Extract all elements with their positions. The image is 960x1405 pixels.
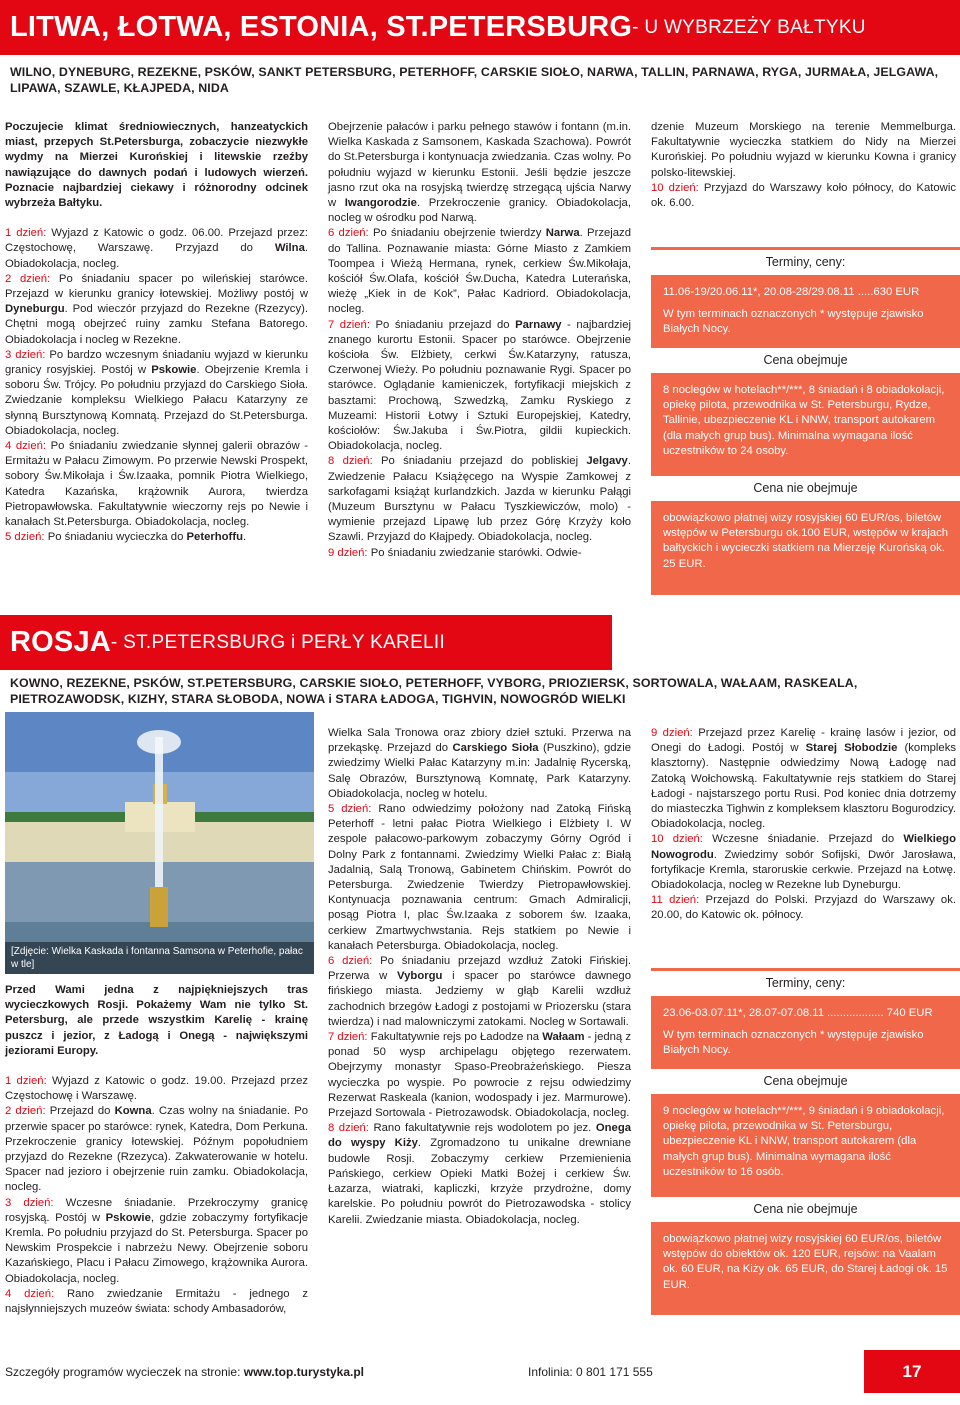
- day-label: 9 dzień:: [651, 727, 693, 739]
- section1-column-1: [5, 120, 308, 545]
- day-paragraph: [5, 272, 308, 348]
- section2-intro: Przed Wami jedna z najpiękniejszych tras wycieczkowych Rosji. Pokażemy Wam nie tylko St. Petersburg, ale przede wszystkim Karelię - krainę puszcz i jezior, z Ładogą i Onegą - największymi jeziorami Europy.: [5, 984, 308, 1057]
- day-text: Obejrzenie pałaców i parku pełnego stawów i fontann (m.in. Wielka Kaskada z Samsonem, Kaskada Szachowa). Powrót do St.Petersburga i kontynuacja zwiedzania. Czas wolny. Po południu wyjazd w kierunku Estonii. Jeśli będzie jeszcze jasno rzut oka na rosyjską twierdzę strzegącą ujścia Narwy w: [328, 121, 631, 210]
- day-highlight: Iwangorodzie: [344, 197, 417, 210]
- section1-terms-heading: Terminy, ceny:: [651, 250, 960, 275]
- day-paragraph: [328, 726, 631, 802]
- day-label: 6 dzień:: [328, 227, 369, 240]
- footer-url-link[interactable]: www.top.turystyka.pl: [243, 1365, 365, 1379]
- section1-excluded-heading: Cena nie obejmuje: [651, 476, 960, 501]
- day-paragraph: [5, 1104, 308, 1195]
- day-label: 5 dzień:: [328, 803, 372, 816]
- day-text-end: . Zwiedzimy sobór Sofijski, Dwór Jarosława, fortyfikacje Kremla, staroruskie cerkwie. Przejazd na Łotwę. Obiadokolacja, nocleg w Rezekne lub Dyneburgu.: [651, 848, 956, 892]
- page-number: 17: [864, 1350, 960, 1393]
- day-highlight: Wielkiego Nowogrodu: [651, 833, 956, 861]
- section2-column-1: [5, 983, 308, 1317]
- day-text: Wczesne śniadanie. Przejazd do: [702, 833, 904, 846]
- footer-infolinia: Infolinia: 0 801 171 555: [528, 1365, 653, 1379]
- day-highlight: Carskiego Sioła: [452, 742, 539, 755]
- day-paragraph: [5, 1074, 308, 1104]
- day-text: Przejazd do: [45, 1105, 115, 1118]
- section2-included-heading: Cena obejmuje: [651, 1069, 960, 1094]
- section2-title-band: [0, 615, 612, 670]
- day-paragraph: [328, 546, 631, 561]
- day-paragraph: [651, 893, 956, 923]
- day-label: 8 dzień:: [328, 1122, 369, 1135]
- footer-website: [5, 1365, 364, 1379]
- section2-included: 9 noclegów w hotelach**/***, 9 śniadań i 9 obiadokolacji, opiekę pilota, przewodnika w St. Petersburgu, ubezpieczenie KL i NNW, transport autokarem (dla małych grup bus). Minimalna wymagana ilość uczestników to 16 osób.: [663, 1105, 945, 1178]
- section1-day10-label: 10 dzień:: [651, 181, 699, 194]
- day-label: 4 dzień:: [5, 1287, 55, 1300]
- day-highlight: Parnawy: [515, 318, 562, 331]
- day-label: 9 dzień:: [328, 546, 368, 559]
- section1-subtitle: - U WYBRZEŻY BAŁTYKU: [632, 16, 866, 38]
- day-label: 2 dzień:: [5, 1105, 46, 1118]
- day-text: Wyjazd z Katowic o godz. 06.00. Przejazd przez: Częstochowę, Warszawę. Przyjazd do: [5, 227, 308, 255]
- day-paragraph: [328, 954, 631, 1030]
- day-label: 2 dzień:: [5, 272, 51, 285]
- day-highlight: Narwa: [545, 227, 580, 240]
- day-text-end: - jedną z ponad 50 wysp archipelagu objętego rezerwatem. Obejrzymy monastyr Spaso-Preobrażeńskiego. Piesza wycieczka po wyspie. Po powrocie z rejsu odwiedzimy Rezerwat Raskeala (kanion, wodospady i jez. Marmurowe). Przejazd Sortowala - Pietrozawodsk. Obiadokolacja, nocleg.: [328, 1031, 631, 1120]
- day-text-end: . Zgromadzono tu unikalne drewniane budowle Rosji. Zobaczymy cerkiew Przemienienia Pańskiego, cerkiew Opieki Matki Bożej i cerkiew Św. Łazarza, wiatraki, kapliczki, krzyże przydrożne, domy karelskie. Po południu powrót do Pietrozawodska - stolicy Karelii. Zwiedzanie miasta. Obiadokolacja, nocleg.: [328, 1137, 631, 1226]
- section2-terms-note: W tym terminach oznaczonych * występuje zjawisko Białych Nocy.: [663, 1029, 924, 1057]
- section2-days-col1: [5, 1074, 308, 1317]
- peterhof-photo: [5, 712, 314, 974]
- section2-title: ROSJA: [10, 626, 111, 658]
- section2-column-2: [328, 726, 631, 1228]
- section1-price-panel: [651, 247, 960, 595]
- day-text-end: . Pod wieczór przyjazd do Rezekne (Rzezycy). Chętni mogą obejrzeć ruiny zamku Stefana Batorego. Obiadokolacja i nocleg w Rezekne.: [5, 303, 308, 346]
- day-text: Po śniadaniu przejazd wzdłuż Zatoki Fińskiej. Przerwa w: [328, 955, 631, 983]
- day-text-end: (kompleks klasztorny). Następnie odwiedzimy Nową Ładogę nad Zatoką Wołchowską. Fakultatywnie rejs statkiem do Starej Ładogi - najstarszego portu Rusi. Pod koniec dnia dotrzemy do miasteczka Tighwin z kompleksem klasztoru Bogurodzicy. Obiadokolacja, nocleg.: [651, 742, 956, 831]
- day-text: Po śniadaniu przejazd do: [369, 318, 516, 331]
- section1-title-band: [0, 0, 960, 55]
- day-text: Wczesne śniadanie. Przekroczymy granicę rosyjską. Postój w: [5, 1196, 308, 1224]
- footer-website-prefix: Szczegóły programów wycieczek na stronie:: [5, 1365, 244, 1379]
- day-highlight: Dyneburgu: [5, 303, 65, 316]
- day-text-end: i spacer po starówce dawnego fińskiego miasta. Jedziemy w głąb Karelii wzdłuż zachodnich brzegów Ładogi z postojami w Priozersku (stara twierdza) i nad malowniczymi zatokami. Nocleg w Sortawali.: [328, 970, 631, 1028]
- day-paragraph: [328, 802, 631, 954]
- day-text-end: - najbardziej znanego kurortu Estonii. Spacer po starówce. Obejrzenie kościoła Św. Elżbiety, cerkwi Św.Katarzyny, ratusza, Czerwonej Wieży. Po południu poznawanie Rygi. Spacer po starówce. Oglądanie kamieniczek, fortyfikacji miejskich z basztami: Prochową, Szwedzką, Zamku Ryskiego z Muzeami: Historii Łotwy i Sztuki Europejskiej, Katedry, kościołów: Św.Jakuba i Św.Piotra, gildii kupieckich. Obiadokolacja, nocleg.: [328, 318, 631, 453]
- section1-places: WILNO, DYNEBURG, REZEKNE, PSKÓW, SANKT PETERSBURG, PETERHOFF, CARSKIE SIOŁO, NARWA, TALLIN, PARNAWA, RYGA, JURMAŁA, JELGAWA, LIPAWA, SZAWLE, KŁAJPEDA, NIDA: [10, 65, 939, 95]
- day-highlight: Jelgavy: [586, 455, 628, 468]
- day-text-end: . Obejrzenie Kremla i soboru Św. Trójcy. Po południu przyjazd do Carskiego Sioła. Zwiedzanie kompleksu Wielkiego Pałacu Katarzyny ze słynną Bursztynową Komnatą. Przejazd do St.Petersburga. Obiadokolacja, nocleg.: [5, 364, 308, 437]
- day-label: 4 dzień:: [5, 440, 47, 453]
- day-paragraph: [328, 318, 631, 455]
- day-label: 3 dzień:: [5, 1196, 54, 1209]
- day-highlight: Pskowie: [151, 364, 197, 377]
- section2-price-panel: [651, 968, 960, 1315]
- day-paragraph: [328, 120, 631, 226]
- day-label: 1 dzień:: [5, 1075, 47, 1088]
- photo-caption: [Zdjęcie: Wielka Kaskada i fontanna Samsona w Peterhofie, pałac w tle]: [5, 942, 314, 974]
- day-text: Wyjazd z Katowic o godz. 19.00. Przejazd przez Częstochowę i Warszawę.: [5, 1075, 308, 1103]
- day-text: Po śniadaniu wycieczka do: [44, 531, 187, 544]
- day-paragraph: [5, 348, 308, 439]
- day-highlight: Wilna: [274, 242, 305, 255]
- day-text-end: .: [243, 531, 247, 544]
- peterhof-photo-illustration: [5, 712, 314, 974]
- day-highlight: Starej Słobodzie: [805, 742, 898, 755]
- section1-col3-text: dzenie Muzeum Morskiego na terenie Memmelburga. Fakultatywnie wycieczka statkiem do Nidy na Mierzei Kurońskiej. Po południu wyjazd w kierunku Kowna i granicy polsko-litewskiej.: [651, 121, 956, 179]
- day-highlight: Peterhoffu: [186, 531, 243, 544]
- day-text: Po bardzo wczesnym śniadaniu wyjazd w kierunku granicy rosyjskiej. Postój w: [5, 348, 309, 377]
- section2-excluded-heading: Cena nie obejmuje: [651, 1197, 960, 1222]
- section1-intro: Poczujecie klimat średniowiecznych, hanzeatyckich miast, przepych St.Petersburga, zobaczycie niezwykłe wydmy na Mierzei Kurońskiej i litewskie rzeźby nawiązujące do dawnych podań i ludowych wierzeń. Poznacie najbardziej ciekawy i różnorodny odcinek wybrzeża Bałtyku.: [5, 121, 308, 210]
- day-paragraph: [5, 1196, 308, 1287]
- day-text-end: , gdzie zobaczymy fortyfikacje Kremla. Po południu przyjazd do St. Petersburga. Spacer po Newskim Prospekcie i nabrzeżu Newy. Obejrzenie soboru Kazańskiego, Placu i Pałacu Zimowego, krążownika Aurora. Obiadokolacja, nocleg.: [5, 1211, 308, 1285]
- day-highlight: Wałaam: [542, 1031, 585, 1044]
- day-text: Po śniadaniu obejrzenie twierdzy: [368, 227, 546, 240]
- day-paragraph: [328, 1121, 631, 1227]
- day-highlight: Kowna: [114, 1105, 152, 1118]
- day-text-end: (Puszkino), gdzie zwiedzimy Wielki Pałac Katarzyny m.in: Jadalnię Rycerską, Salę Obrazów, Bursztynową Komnatę, Park Katarzyny. Obiadokolacja, nocleg w hotelu.: [328, 742, 631, 800]
- day-text: Rano fakultatywnie rejs wodolotem po jez.: [368, 1122, 596, 1135]
- section1-title: LITWA, ŁOTWA, ESTONIA, ST.PETERSBURG: [10, 11, 633, 43]
- day-text: Rano odwiedzimy położony nad Zatoką Fińską Peterhoff - letni pałac Piotra Wielkiego i Elżbiety I. W zespole pałacowo-parkowym zobaczymy Górny Ogród i Dolny Park z fontannami. Zwiedzimy Wielki Pałac z: Białą Jadalnią, Salą Tronową, Gabinetem Chińskim. Powrót do Petersburga. Zwiedzenie Twierdzy Pietropawłowskiej. Kontynuacja poznawania centrum: Gmach Admiralicji, posąg Piotra I, plac Św.Izaaka z soborem św. Izaaka, cerkiew Zmartwychwstania. Rejs statkiem po Newie i kanałach Petersburga. Obiadokolacja, nocleg.: [328, 803, 631, 952]
- day-label: 1 dzień:: [5, 227, 47, 240]
- section2-places: KOWNO, REZEKNE, PSKÓW, ST.PETERSBURG, CARSKIE SIOŁO, PETERHOFF, VYBORG, PRIOZIERSK, SORTOWALA, WAŁAAM, RASKEALA, PIETROZAWODSK, KIZHY, STARA SŁOBODA, NOWA i STARA ŁADOGA, TIGHVIN, NOWOGRÓD WIELKI: [10, 676, 858, 706]
- day-paragraph: [328, 454, 631, 545]
- day-label: 3 dzień:: [5, 348, 46, 361]
- day-paragraph: [328, 1030, 631, 1121]
- day-paragraph: [651, 726, 956, 832]
- day-label: 7 dzień:: [328, 318, 370, 331]
- section2-terms: 23.06-03.07.11*, 28.07-07.08.11 .................. 740 EUR: [663, 1007, 933, 1019]
- day-label: 11 dzień:: [651, 894, 700, 907]
- section2-terms-heading: Terminy, ceny:: [651, 971, 960, 996]
- day-text: Po śniadaniu zwiedzanie słynnej galerii obrazów - Ermitażu w Pałacu Zimowym. Po przerwie Newski Prospekt, sobory Św.Mikołaja i Św.Izaaka, pomnik Piotra Wielkiego, Katedra Kazańska, krążownik Aurora, twierdza Pietropawłowska. Fakultatywnie wieczorny rejs po Newie i kanałach St.Petersburga. Obiadokolacja, nocleg.: [5, 440, 308, 529]
- section2-column-3: [651, 726, 956, 924]
- day-text: Po śniadaniu przejazd do pobliskiej: [372, 455, 587, 468]
- day-paragraph: [651, 832, 956, 893]
- day-label: 8 dzień:: [328, 455, 373, 468]
- section1-days-col1: [5, 226, 308, 545]
- section2-days-col3: [651, 726, 956, 924]
- day-text-end: . Przejazd do Tallina. Poznawanie miasta: Górne Miasto z Zamkiem Toompea i Wieżą Hermana, rynek, cerkiew Św.Mikołaja, kościół Św.Olafa, kościół Św.Ducha, Katedra Luterańska, wieżę „Kiek in de Kok”, Pałac Kadriord. Obiadokolacja, nocleg.: [328, 227, 631, 316]
- day-text: Po śniadaniu zwiedzanie starówki. Odwie-: [367, 546, 582, 559]
- day-paragraph: [328, 226, 631, 317]
- day-highlight: Pskowie: [105, 1211, 151, 1224]
- day-text: Po śniadaniu spacer po wileńskiej starówce. Przejazd w kierunku granicy łotewskiej. Możliwy postój w: [5, 272, 308, 301]
- section1-column-3: [651, 120, 956, 211]
- day-paragraph: [5, 530, 308, 545]
- section2-excluded: obowiązkowo płatnej wizy rosyjskiej 60 EUR/os, biletów wstępów do obiektów ok. 120 EUR, rejsów: na Vaalam ok. 60 EUR, na Kiży ok. 65 EUR, do Starej Ładogi ok. 15 EUR.: [663, 1233, 948, 1291]
- day-highlight: Onega do wyspy Kiży: [328, 1122, 631, 1150]
- day-label: 7 dzień:: [328, 1031, 368, 1044]
- day-paragraph: [5, 1287, 308, 1317]
- section2-subtitle: - ST.PETERSBURG i PERŁY KARELII: [110, 631, 446, 653]
- day-label: 5 dzień:: [5, 531, 45, 544]
- day-text: Przejazd do Polski. Przyjazd do Warszawy ok. 20.00, do Katowic ok. północy.: [651, 894, 957, 922]
- day-text: Rano zwiedzanie Ermitażu - jednego z najsłynniejszych muzeów świata: schody Ambasadorów,: [5, 1287, 308, 1316]
- section1-included-heading: Cena obejmuje: [651, 348, 960, 373]
- day-text: Przejazd przez Karelię - krainę lasów i jezior, od Onegi do Ładogi. Postój w: [651, 727, 956, 755]
- section1-terms-note: W tym terminach oznaczonych * występuje zjawisko Białych Nocy.: [663, 308, 924, 336]
- section1-included: 8 noclegów w hotelach**/***, 8 śniadań i 8 obiadokolacji, opiekę pilota, przewodnika w St. Petersburgu, Rydze, Tallinie, ubezpieczenie KL i NNW, transport autokarem (dla małych grup bus). Minimalna wymagana ilość uczestników to 24 osoby.: [663, 384, 945, 457]
- day-text: Wielka Sala Tronowa oraz zbiory dzieł sztuki. Przerwa na przekąskę. Przejazd do: [328, 727, 631, 755]
- day-label: 10 dzień:: [651, 833, 703, 846]
- day-paragraph: [5, 439, 308, 530]
- section1-excluded: obowiązkowo płatnej wizy rosyjskiej 60 EUR/os, biletów wstępów w Petersburgu ok.100 EUR, wstępów w krajach bałtyckich i wycieczki statkiem na Mierzeję Kurońską ok. 25 EUR.: [663, 512, 949, 570]
- day-text-end: . Czas wolny na śniadanie. Po przerwie spacer po starówce: rynek, Katedra, Dom Perkuna. Przekroczenie granicy łotewskiej. Późnym popołudniem przyjazd do Rezekne (Rzezyca). Zakwaterowanie w hotelu. Spacer nad jezioro i obejrzenie ruin zamku. Obiadokolacja, nocleg.: [5, 1105, 309, 1194]
- section1-column-2: [328, 120, 631, 561]
- day-text-end: . Przekroczenie granicy. Obiadokolacja, nocleg w ośrodku pod Narwą.: [328, 197, 631, 225]
- section1-terms: 11.06-19/20.06.11*, 20.08-28/29.08.11 .....630 EUR: [663, 286, 920, 298]
- section2-days-col2: [328, 726, 631, 1228]
- section1-days-col2: [328, 120, 631, 561]
- section1-day10-text: Przyjazd do Warszawy koło północy, do Katowic ok. 6.00.: [651, 181, 956, 210]
- day-paragraph: [5, 226, 308, 272]
- day-highlight: Vyborgu: [397, 970, 443, 983]
- day-text-end: . Zwiedzenie Pałacu Książęcego na Wyspie Zamkowej z sarkofagami książąt kurlandzkich. Jazda w kierunku Pałągi (Muzeum Bursztynu w Pałacu Tyszkiewiczów, molo) - wymienie przejazd Lipawę lub przez Górę Krzyży koło Szawli. Przyjazd do Kłajpedy. Obiadokolacja, nocleg.: [328, 455, 631, 544]
- day-label: 6 dzień:: [328, 955, 373, 968]
- day-text-end: . Obiadokolacja, nocleg.: [5, 242, 308, 270]
- day-text: Fakultatywnie rejs po Ładodze na: [367, 1031, 543, 1044]
